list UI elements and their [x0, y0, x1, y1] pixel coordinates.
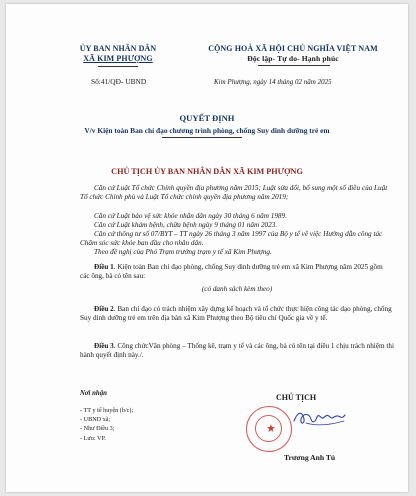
- article-3-label: Điều 3: [94, 342, 114, 350]
- ground-5: Theo đề nghị của Phó Trạm trưởng trạm y tế xã Kim Phượng.: [94, 248, 272, 256]
- recipient-item: - Lưu: VP.: [80, 434, 106, 442]
- issuing-authority: CHỦ TỊCH ỦY BAN NHÂN DÂN XÃ KIM PHƯỢNG: [111, 167, 303, 176]
- recipient-item: - Như Điều 3;: [80, 425, 115, 433]
- handwritten-signature: [292, 407, 348, 429]
- header-left-divider: [98, 66, 138, 67]
- article-1-text: . Kiện toàn Ban chỉ đạo phòng, chống Suy dinh dưỡng trẻ em xã Kim Phượng năm 2025 gồm các ông, bà có tên sau:: [80, 263, 383, 280]
- star-emblem-icon: ★: [266, 423, 276, 435]
- article-2-text: . Ban chỉ đạo có trách nhiệm xây dựng kế hoạch và tổ chức thực hiện công tác dạo phòng, chống Suy dinh dưỡng trẻ em trên địa bàn xã Kim Phượng theo Bộ tiêu chí Quốc gia về y tế.: [80, 305, 392, 322]
- signer-name: Trương Anh Tú: [284, 453, 336, 462]
- recipients-label: Nơi nhận: [80, 390, 107, 397]
- signer-title: CHỦ TỊCH: [276, 393, 317, 402]
- doc-number: Số:41/QĐ- UBND: [91, 77, 147, 86]
- ground-1: Căn cứ Luật Tổ chức Chính quyền địa phương năm 2015; Luật sửa đổi, bổ sung một số điều của Luật Tổ chức Chính phủ và Luật Tổ chức chính quyền địa phương năm 2019;: [80, 184, 388, 201]
- article-2: [80, 305, 394, 322]
- seal-inner-ring: [255, 415, 282, 442]
- header-right-divider: [258, 65, 330, 66]
- ground-3: Căn cứ Luật khám bệnh, chữa bệnh ngày 9 tháng 01 năm 2023.: [94, 221, 278, 229]
- article-3-text: . Công chứcVăn phòng – Thống kê, trạm y tế và các ông, bà có tên tại điều 1 chịu trách nhiệm thi hành quyết định này./.: [80, 342, 394, 359]
- article-1-label: Điều 1: [94, 263, 114, 271]
- article-1-note: (có danh sách kèm theo): [201, 285, 273, 293]
- recipient-item: - UBND xã;: [80, 416, 111, 424]
- article-2-label: Điều 2: [94, 305, 114, 313]
- national-motto: Độc lập- Tự do- Hạnh phúc: [247, 54, 339, 63]
- ground-4: Căn cứ thông tư số 07/BYT – TT ngày 26 tháng 3 năm 1997 của Bộ y tế về việc Hướng dẫn công tác Chăm sóc sức khỏe ban đầu cho nhân dân.: [80, 230, 383, 247]
- commune-name-text: XÃ KIM PHƯỢNG: [83, 54, 153, 63]
- agency-name: ỦY BAN NHÂN DÂN: [79, 44, 157, 53]
- document-title: QUYẾT ĐỊNH: [179, 113, 235, 123]
- official-seal: [246, 406, 292, 452]
- document-subject: V/v Kiện toàn Ban chỉ đạo chương trình phòng, chống Suy dinh dưỡng trẻ em: [84, 126, 330, 135]
- document-page: [6, 4, 408, 492]
- article-1: [80, 263, 394, 280]
- country-name: CỘNG HOÀ XÃ HỘI CHỦ NGHĨA VIỆT NAM: [208, 44, 378, 53]
- recipients-list: [80, 406, 133, 443]
- date-line: Kim Phượng, ngày 14 tháng 02 năm 2025: [214, 78, 332, 86]
- article-3: [80, 342, 394, 359]
- commune-name: [58, 54, 178, 63]
- ground-2: Căn cứ Luật bảo vệ sức khỏe nhân dân ngày 30 tháng 6 năm 1989.: [94, 212, 287, 220]
- subject-divider: [162, 137, 242, 138]
- recipient-item: - TT y tế huyện (b/c);: [80, 407, 134, 414]
